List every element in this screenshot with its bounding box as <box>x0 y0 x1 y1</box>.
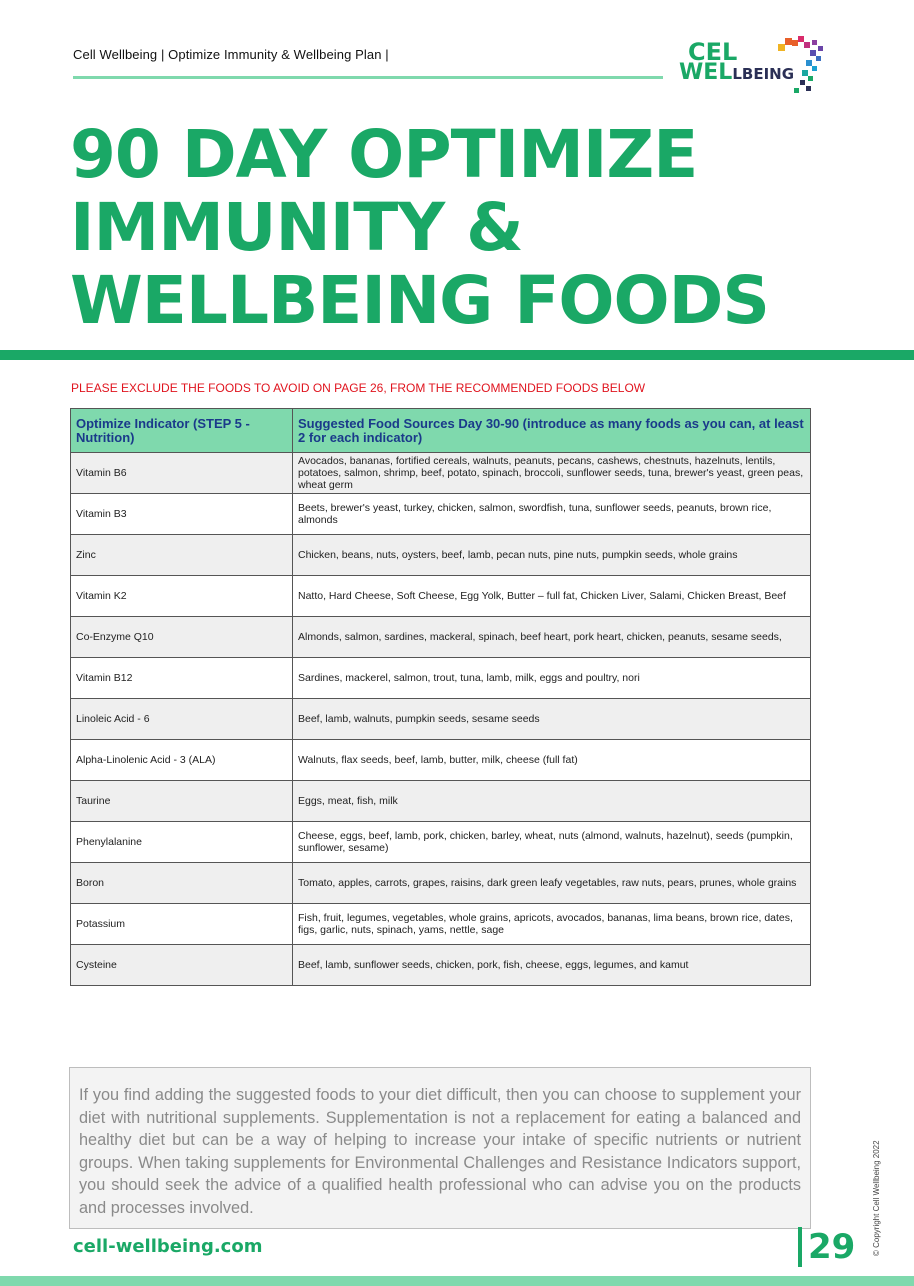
indicator-column-header: Optimize Indicator (STEP 5 - Nutrition) <box>71 409 293 453</box>
table-header-row <box>71 409 811 453</box>
indicator-cell: Zinc <box>71 535 293 576</box>
foods-cell: Cheese, eggs, beef, lamb, pork, chicken, barley, wheat, nuts (almond, walnuts, hazelnut), seeds (pumpkin, sunflower, sesame) <box>293 822 811 863</box>
indicator-cell: Phenylalanine <box>71 822 293 863</box>
foods-cell: Walnuts, flax seeds, beef, lamb, butter, milk, cheese (full fat) <box>293 740 811 781</box>
copyright-notice: © Copyright Cell Wellbeing 2022 <box>872 1140 881 1256</box>
table-row <box>71 535 811 576</box>
indicator-cell: Vitamin K2 <box>71 576 293 617</box>
indicator-cell: Boron <box>71 863 293 904</box>
foods-cell: Almonds, salmon, sardines, mackeral, spinach, beef heart, pork heart, chicken, peanuts, sesame seeds, <box>293 617 811 658</box>
foods-cell: Fish, fruit, legumes, vegetables, whole grains, apricots, avocados, bananas, lima beans, brown rice, dates, figs, garlic, nuts, spinach, yams, nettle, sage <box>293 904 811 945</box>
foods-cell: Sardines, mackerel, salmon, trout, tuna, lamb, milk, eggs and poultry, nori <box>293 658 811 699</box>
title-divider-bar <box>0 350 914 360</box>
table-row <box>71 781 811 822</box>
indicator-cell: Taurine <box>71 781 293 822</box>
indicator-cell: Vitamin B12 <box>71 658 293 699</box>
indicator-cell: Potassium <box>71 904 293 945</box>
page-title <box>70 118 770 337</box>
table-row <box>71 822 811 863</box>
table-row <box>71 617 811 658</box>
table-row <box>71 494 811 535</box>
table-row <box>71 658 811 699</box>
foods-cell: Avocados, bananas, fortified cereals, walnuts, peanuts, pecans, cashews, chestnuts, hazelnuts, lentils, potatoes, salmon, shrimp, beef, potato, spinach, broccoli, sunflower seeds, tuna, brewer's yeast, green peas, wheat germ <box>293 453 811 494</box>
title-line-1: 90 DAY OPTIMIZE <box>70 116 698 193</box>
foods-cell: Chicken, beans, nuts, oysters, beef, lamb, pecan nuts, pine nuts, pumpkin seeds, whole grains <box>293 535 811 576</box>
website-link[interactable]: cell-wellbeing.com <box>73 1236 263 1257</box>
indicator-cell: Linoleic Acid - 6 <box>71 699 293 740</box>
table-row <box>71 904 811 945</box>
food-sources-column-header: Suggested Food Sources Day 30-90 (introduce as many foods as you can, at least 2 for each indicator) <box>293 409 811 453</box>
table-row <box>71 945 811 986</box>
supplement-note: If you find adding the suggested foods to your diet difficult, then you can choose to supplement your diet with nutritional supplements. Supplementation is not a replacement for eating a balanced and healthy diet but can be a way of helping to increase your intake of specific nutrients or nutrient groups. When taking supplements for Environmental Challenges and Resistance Indicators support, you should seek the advice of a qualified health professional who can advise you on the products and processes involved. <box>69 1067 811 1229</box>
indicator-cell: Cysteine <box>71 945 293 986</box>
logo-line-2-b: LBEING <box>732 65 795 83</box>
foods-cell: Beef, lamb, walnuts, pumpkin seeds, sesame seeds <box>293 699 811 740</box>
page-number: 29 <box>798 1227 855 1267</box>
table-row <box>71 453 811 494</box>
foods-cell: Beets, brewer's yeast, turkey, chicken, salmon, swordfish, tuna, sunflower seeds, peanuts, brown rice, almonds <box>293 494 811 535</box>
header-text: Cell Wellbeing | Optimize Immunity & Wellbeing Plan | <box>73 47 389 62</box>
exclusion-warning: PLEASE EXCLUDE THE FOODS TO AVOID ON PAGE 26, FROM THE RECOMMENDED FOODS BELOW <box>71 381 646 395</box>
header-divider <box>73 76 663 79</box>
logo-pixel-mark-icon <box>772 34 832 96</box>
table-row <box>71 740 811 781</box>
indicator-cell: Vitamin B3 <box>71 494 293 535</box>
foods-cell: Natto, Hard Cheese, Soft Cheese, Egg Yolk, Butter – full fat, Chicken Liver, Salami, Chicken Breast, Beef <box>293 576 811 617</box>
footer-bar <box>0 1276 914 1286</box>
title-line-2: IMMUNITY & <box>70 189 523 266</box>
foods-cell: Eggs, meat, fish, milk <box>293 781 811 822</box>
indicator-cell: Co-Enzyme Q10 <box>71 617 293 658</box>
title-line-3: WELLBEING FOODS <box>70 262 769 339</box>
food-sources-table <box>70 408 811 986</box>
indicator-cell: Alpha-Linolenic Acid - 3 (ALA) <box>71 740 293 781</box>
table-row <box>71 699 811 740</box>
logo-line-1: CEL <box>688 38 738 66</box>
indicator-cell: Vitamin B6 <box>71 453 293 494</box>
foods-cell: Beef, lamb, sunflower seeds, chicken, pork, fish, cheese, eggs, legumes, and kamut <box>293 945 811 986</box>
cell-wellbeing-logo <box>676 34 836 98</box>
table-row <box>71 576 811 617</box>
table-row <box>71 863 811 904</box>
logo-line-2-a: WEL <box>679 60 733 85</box>
foods-cell: Tomato, apples, carrots, grapes, raisins, dark green leafy vegetables, raw nuts, pears, prunes, whole grains <box>293 863 811 904</box>
